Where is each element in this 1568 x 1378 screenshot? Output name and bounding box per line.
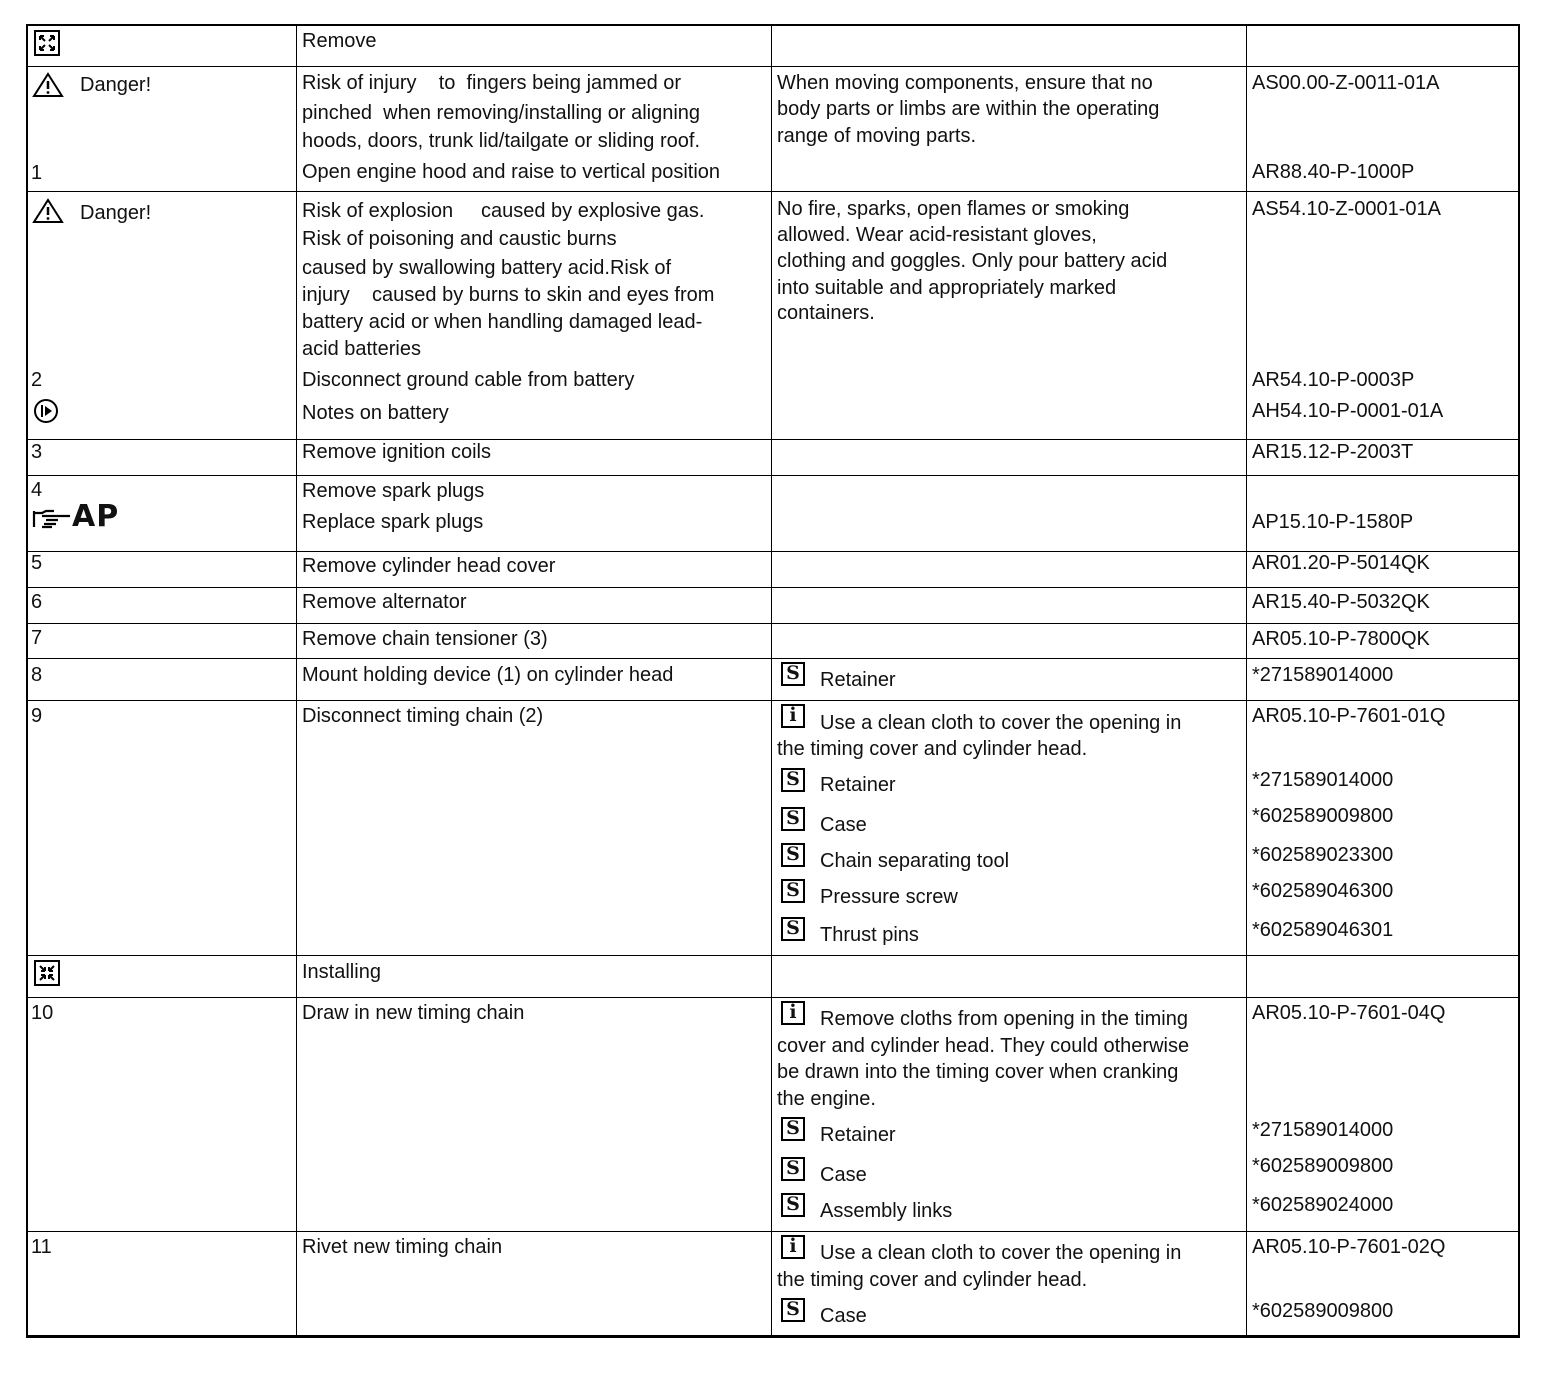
- reference-code: AR15.12-P-2003T: [1252, 441, 1414, 463]
- ap-label: AP: [72, 499, 120, 534]
- column-divider: [771, 26, 772, 1335]
- special-tool-icon: S: [781, 1157, 805, 1181]
- note-text-line: clothing and goggles. Only pour battery acid: [777, 250, 1168, 272]
- row-divider: [28, 475, 1518, 476]
- note-text-line: containers.: [777, 302, 875, 324]
- step-number: 6: [31, 591, 43, 613]
- tool-name: Thrust pins: [820, 924, 919, 946]
- section-heading-installing: Installing: [302, 961, 381, 983]
- step-number: 11: [31, 1236, 52, 1258]
- row-divider: [28, 66, 1518, 67]
- special-tool-icon: S: [781, 879, 805, 903]
- info-text-line: be drawn into the timing cover when cranking: [777, 1061, 1179, 1083]
- special-tool-icon: S: [781, 768, 805, 792]
- tool-name: Assembly links: [820, 1200, 953, 1222]
- reference-code: *271589014000: [1252, 1119, 1394, 1141]
- info-text-line: Remove cloths from opening in the timing: [820, 1008, 1188, 1030]
- tool-name: Retainer: [820, 1124, 896, 1146]
- danger-text-line: hoods, doors, trunk lid/tailgate or sliding roof.: [302, 130, 700, 152]
- step-action: Remove spark plugs: [302, 480, 485, 502]
- danger-text-line: injury caused by burns to skin and eyes from: [302, 284, 715, 306]
- reference-code: AR01.20-P-5014QK: [1252, 552, 1430, 574]
- step-number: 2: [31, 369, 43, 391]
- reference-code: AR88.40-P-1000P: [1252, 161, 1415, 183]
- danger-text-line: Risk of explosion caused by explosive gas.: [302, 200, 705, 222]
- danger-text-line: Risk of injury to fingers being jammed or: [302, 72, 682, 94]
- note-text-line: into suitable and appropriately marked: [777, 277, 1117, 299]
- step-action: Disconnect timing chain (2): [302, 705, 544, 727]
- reference-code: *602589023300: [1252, 844, 1394, 866]
- tool-name: Retainer: [820, 669, 896, 691]
- tool-name: Case: [820, 1305, 867, 1327]
- step-number: 7: [31, 627, 43, 649]
- danger-text-line: pinched when removing/installing or aligning: [302, 102, 701, 124]
- reference-code: AR05.10-P-7800QK: [1252, 628, 1430, 650]
- danger-text-line: battery acid or when handling damaged lead-: [302, 311, 703, 333]
- tool-name: Retainer: [820, 774, 896, 796]
- remove-section-icon: [34, 30, 60, 56]
- info-text-line: the engine.: [777, 1088, 876, 1110]
- special-tool-icon: S: [781, 1298, 805, 1322]
- tool-name: Case: [820, 814, 867, 836]
- step-action: Remove ignition coils: [302, 441, 491, 463]
- danger-text-line: caused by swallowing battery acid.Risk of: [302, 257, 672, 279]
- reference-code: *602589009800: [1252, 1155, 1394, 1177]
- step-number: 5: [31, 552, 43, 574]
- reference-code: *602589046300: [1252, 880, 1394, 902]
- info-text-line: the timing cover and cylinder head.: [777, 1269, 1088, 1291]
- tool-name: Chain separating tool: [820, 850, 1010, 872]
- note-text-line: allowed. Wear acid-resistant gloves,: [777, 224, 1097, 246]
- note-text-line: When moving components, ensure that no: [777, 72, 1153, 94]
- special-tool-icon: S: [781, 843, 805, 867]
- info-text-line: Use a clean cloth to cover the opening in: [820, 1242, 1182, 1264]
- row-divider: [28, 191, 1518, 192]
- step-action: Open engine hood and raise to vertical position: [302, 161, 721, 183]
- row-divider: [28, 587, 1518, 588]
- step-action: Notes on battery: [302, 402, 449, 424]
- tool-name: Pressure screw: [820, 886, 958, 908]
- hand-pointer-icon: [32, 508, 72, 530]
- note-text-line: No fire, sparks, open flames or smoking: [777, 198, 1130, 220]
- danger-text-line: acid batteries: [302, 338, 421, 360]
- reference-code: AR05.10-P-7601-02Q: [1252, 1236, 1446, 1258]
- info-icon: i: [781, 1001, 805, 1025]
- column-divider: [296, 26, 297, 1335]
- step-number: 4: [31, 479, 43, 501]
- special-tool-icon: S: [781, 807, 805, 831]
- procedure-table: [26, 24, 1520, 1338]
- step-number: 9: [31, 705, 43, 727]
- special-tool-icon: S: [781, 1117, 805, 1141]
- reference-code: AR05.10-P-7601-01Q: [1252, 705, 1446, 727]
- reference-code: AH54.10-P-0001-01A: [1252, 400, 1444, 422]
- reference-code: *602589009800: [1252, 805, 1394, 827]
- warning-triangle-icon: [32, 72, 64, 98]
- row-divider: [28, 997, 1518, 998]
- section-heading-remove: Remove: [302, 30, 377, 52]
- reference-code: AR15.40-P-5032QK: [1252, 591, 1430, 613]
- info-text-line: the timing cover and cylinder head.: [777, 738, 1088, 760]
- row-divider: [28, 658, 1518, 659]
- step-action: Remove chain tensioner (3): [302, 628, 548, 650]
- reference-code: *271589014000: [1252, 769, 1394, 791]
- step-action: Remove alternator: [302, 591, 467, 613]
- tool-name: Case: [820, 1164, 867, 1186]
- danger-label: Danger!: [80, 202, 152, 224]
- row-divider: [28, 700, 1518, 701]
- special-tool-icon: S: [781, 917, 805, 941]
- reference-code: AR54.10-P-0003P: [1252, 369, 1415, 391]
- reference-code: *602589046301: [1252, 919, 1394, 941]
- row-divider: [28, 623, 1518, 624]
- special-tool-icon: S: [781, 662, 805, 686]
- step-number: 8: [31, 664, 43, 686]
- reference-code: AP15.10-P-1580P: [1252, 511, 1414, 533]
- step-number: 3: [31, 441, 43, 463]
- note-text-line: body parts or limbs are within the operating: [777, 98, 1160, 120]
- danger-label: Danger!: [80, 74, 152, 96]
- special-tool-icon: S: [781, 1193, 805, 1217]
- step-action: Rivet new timing chain: [302, 1236, 503, 1258]
- step-action: Disconnect ground cable from battery: [302, 369, 635, 391]
- reference-code: *602589009800: [1252, 1300, 1394, 1322]
- reference-code: AS54.10-Z-0001-01A: [1252, 198, 1442, 220]
- row-divider: [28, 1231, 1518, 1232]
- reference-code: AR05.10-P-7601-04Q: [1252, 1002, 1446, 1024]
- info-icon: i: [781, 1235, 805, 1259]
- reference-code: *602589024000: [1252, 1194, 1394, 1216]
- danger-text-line: Risk of poisoning and caustic burns: [302, 228, 617, 250]
- step-action: Draw in new timing chain: [302, 1002, 525, 1024]
- note-text-line: range of moving parts.: [777, 125, 976, 147]
- installing-section-icon: [34, 960, 60, 986]
- step-action: Remove cylinder head cover: [302, 555, 556, 577]
- info-text-line: cover and cylinder head. They could otherwise: [777, 1035, 1190, 1057]
- reference-code: AS00.00-Z-0011-01A: [1252, 72, 1440, 94]
- step-action: Mount holding device (1) on cylinder head: [302, 664, 674, 686]
- step-number: 1: [31, 162, 43, 184]
- info-icon: i: [781, 704, 805, 728]
- step-number: 10: [31, 1002, 54, 1024]
- note-arrow-icon: [33, 398, 59, 424]
- warning-triangle-icon: [32, 198, 64, 224]
- info-text-line: Use a clean cloth to cover the opening in: [820, 712, 1182, 734]
- step-action: Replace spark plugs: [302, 511, 484, 533]
- reference-code: *271589014000: [1252, 664, 1394, 686]
- row-divider: [28, 955, 1518, 956]
- column-divider: [1246, 26, 1247, 1335]
